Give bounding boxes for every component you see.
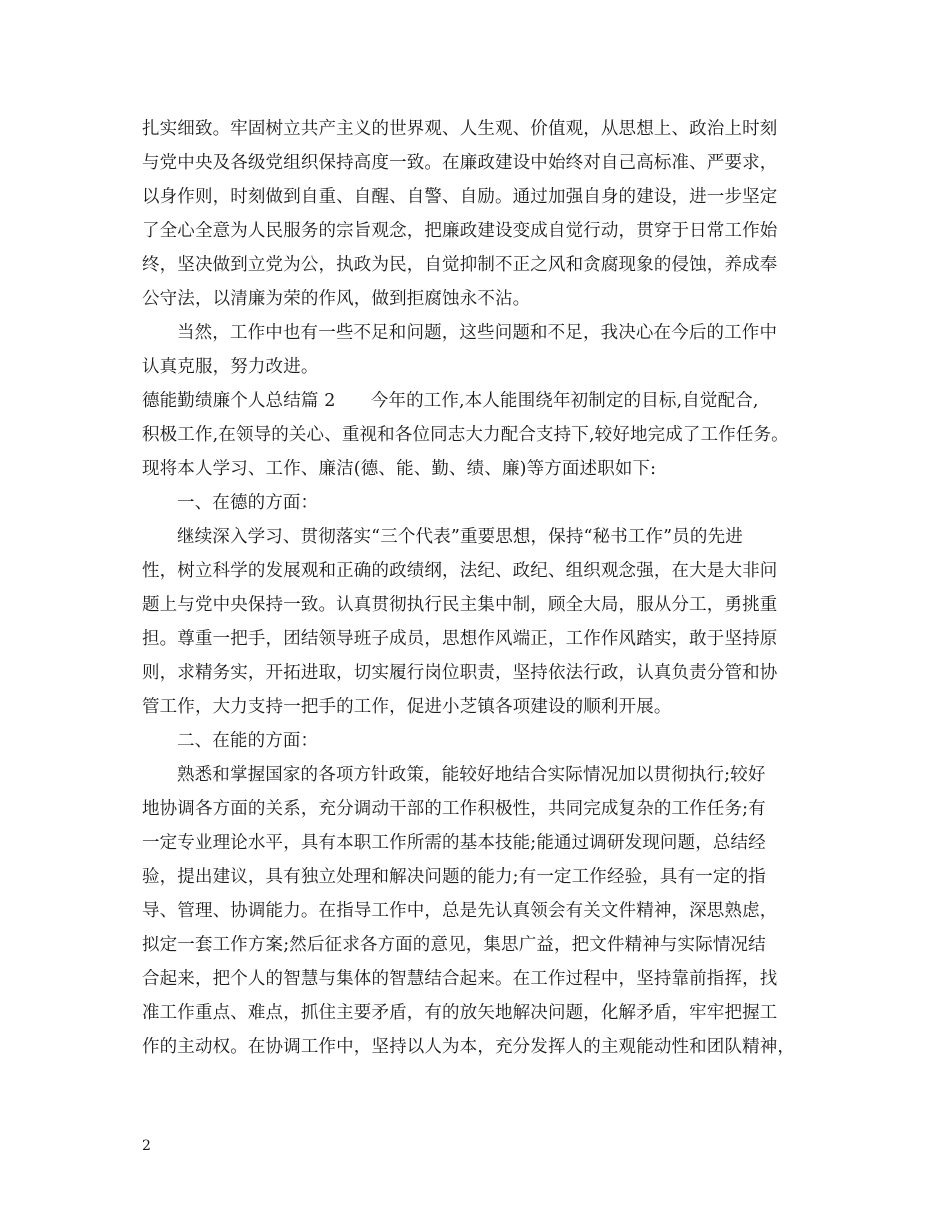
- text-line: 熟悉和掌握国家的各项方针政策，能较好地结合实际情况加以贯彻执行;较好: [177, 765, 766, 785]
- text-line: 则，求精务实，开拓进取，切实履行岗位职责，坚持依法行政，认真负责分管和协: [142, 663, 778, 683]
- text-line: 拟定一套工作方案;然后征求各方面的意见，集思广益，把文件精神与实际情况结: [142, 935, 766, 955]
- text-line: 担。尊重一把手，团结领导班子成员，思想作风端正，工作作风踏实，敢于坚持原: [142, 629, 778, 649]
- text-line: 准工作重点、难点，抓住主要矛盾，有的放矢地解决问题，化解矛盾，牢牢把握工: [142, 1003, 778, 1023]
- text-line: 公守法，以清廉为荣的作风，做到拒腐蚀永不沾。: [142, 289, 531, 309]
- text-line: 以身作则，时刻做到自重、自醒、自警、自励。通过加强自身的建设，进一步坚定: [142, 187, 778, 207]
- text-line: 一定专业理论水平，具有本职工作所需的基本技能;能通过调研发现问题，总结经: [142, 833, 766, 853]
- text-line: 了全心全意为人民服务的宗旨观念，把廉政建设变成自觉行动，贯穿于日常工作始: [142, 221, 778, 241]
- text-line: 德能勤绩廉个人总结篇 2 今年的工作,本人能围绕年初制定的目标,自觉配合,: [142, 391, 759, 411]
- text-line: 当然，工作中也有一些不足和问题，这些问题和不足，我决心在今后的工作中: [177, 323, 778, 343]
- text-line: 管工作，大力支持一把手的工作，促进小芝镇各项建设的顺利开展。: [142, 697, 672, 717]
- text-line: 性，树立科学的发展观和正确的政绩纲，法纪、政纪、组织观念强，在大是大非问: [142, 561, 778, 581]
- document-body: [142, 112, 822, 1064]
- text-line: 题上与党中央保持一致。认真贯彻执行民主集中制，顾全大局，服从分工，勇挑重: [142, 595, 778, 615]
- text-line: 二、在能的方面：: [177, 731, 319, 751]
- text-line: 验，提出建议，具有独立处理和解决问题的能力;有一定工作经验，具有一定的指: [142, 867, 766, 887]
- text-line: 地协调各方面的关系，充分调动干部的工作积极性，共同完成复杂的工作任务;有: [142, 799, 766, 819]
- text-line: 继续深入学习、贯彻落实“三个代表”重要思想，保持“秘书工作”员的先进: [177, 527, 743, 547]
- page-number: 2: [142, 1138, 151, 1154]
- text-line: 一、在德的方面：: [177, 493, 319, 513]
- text-line: 作的主动权。在协调工作中，坚持以人为本，充分发挥人的主观能动性和团队精神，: [142, 1037, 796, 1057]
- text-line: 与党中央及各级党组织保持高度一致。在廉政建设中始终对自己高标准、严要求，: [142, 153, 778, 173]
- text-line: 认真克服，努力改进。: [142, 357, 319, 377]
- text-line: 现将本人学习、工作、廉洁(德、能、勤、绩、廉)等方面述职如下:: [142, 459, 657, 479]
- text-line: 合起来，把个人的智慧与集体的智慧结合起来。在工作过程中，坚持靠前指挥，找: [142, 969, 778, 989]
- text-line: 终，坚决做到立党为公，执政为民，自觉抑制不正之风和贪腐现象的侵蚀，养成奉: [142, 255, 778, 275]
- text-line: 积极工作,在领导的关心、重视和各位同志大力配合支持下,较好地完成了工作任务。: [142, 425, 789, 445]
- text-line: 导、管理、协调能力。在指导工作中，总是先认真领会有关文件精神，深思熟虑，: [142, 901, 778, 921]
- text-line: 扎实细致。牢固树立共产主义的世界观、人生观、价值观，从思想上、政治上时刻: [142, 119, 778, 139]
